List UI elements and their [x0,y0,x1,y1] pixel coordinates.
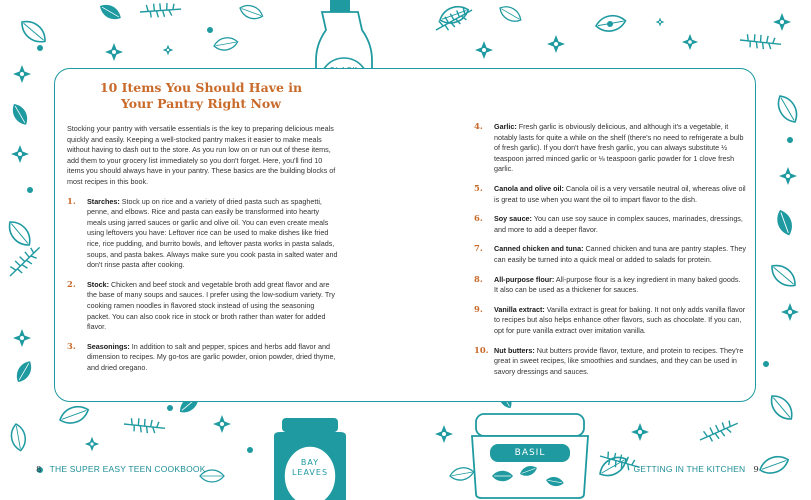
item-number: 4. [474,121,483,131]
item-label: Soy sauce: [494,214,532,224]
item-number: 9. [474,303,483,314]
title-line-2: Your Pantry Right Now [120,96,282,111]
bay-jar-label-line2: LEAVES [291,468,329,477]
right-column [474,122,746,386]
item-number: 5. [474,182,483,193]
list-item [67,280,339,333]
pantry-list-right [474,122,746,377]
bay-jar-label [290,458,330,478]
page-number-left: 8 [36,465,42,475]
item-label: Seasonings: [87,341,130,351]
item-number: 1. [67,195,76,206]
item-number: 7. [474,243,483,254]
item-text: You can use soy sauce in complex sauces, marinades, dressings, and more to add a deeper flavor. [494,214,743,234]
list-item [474,275,746,296]
list-item [474,122,746,175]
item-label: All-purpose flour: [494,274,555,284]
item-label: Starches: [87,196,120,206]
basil-jar-label: BASIL [514,448,546,458]
list-item [67,342,339,374]
item-label: Nut butters: [494,345,535,355]
item-text: Vanilla extract is great for baking. It not only adds vanilla flavor to recipes but also helps enhance other flavors, such as chocolate. If you can, opt for pure vanilla extract over imitation vanilla. [494,304,746,335]
list-item [474,346,746,378]
item-label: Canned chicken and tuna: [494,244,584,254]
book-title: THE SUPER EASY TEEN COOKBOOK [49,464,206,474]
item-text: Canola oil is a very versatile neutral oil, whereas olive oil is great to use when you want the oil to impart flavor to the dish. [494,183,746,204]
pantry-list-left [67,197,339,374]
item-number: 6. [474,213,483,224]
page-number-right: 9 [753,465,759,475]
list-item [474,305,746,337]
intro-paragraph: Stocking your pantry with versatile essentials is the key to preparing delicious meals quickly and easily. Keeping a well-stocked pantry makes it easier to make meals without having to dash out to the store. As you run low on or run out of these items, add them to your grocery list immediately so you don't forget. Here, you'll find 10 items you should always have in your pantry. These basics are the building blocks of most recipes in this book. [67,124,336,186]
footer-left [36,464,206,475]
bay-jar-label-line1: BAY [300,458,320,467]
item-text: Nut butters provide flavor, texture, and protein to recipes. They're great in sweet recipes, like smoothies and sundaes, and they can be used in savory dressings and sauces. [494,345,744,376]
title-line-1: 10 Items You Should Have in [99,80,303,95]
item-text: Chicken and beef stock and vegetable broth add great flavor and are the base of many soups and sauces. I prefer using the low-sodium variety. Try cooking ramen noodles in flavored stock instead of using the seasoning packet. You can also cook rice in stock or broth rather than water for added flavor. [87,279,335,332]
page-title [96,80,306,112]
list-item [474,244,746,265]
footer-right [633,464,759,475]
item-label: Stock: [87,279,109,289]
item-text: All-purpose flour is a key ingredient in many baked goods. It also can be used as a thickener for sauces. [494,274,741,295]
item-number: 10. [474,344,489,355]
item-text: Stock up on rice and a variety of dried pasta such as spaghetti, penne, and elbows. Rice and pasta can easily be transformed into hearty meals using jarred sauces or garlic and olive oil. You can even create meals using leftovers you have: Leftover rice can be used to make dishes like fried rice, rice pudding, and burrito bowls, and leftover pasta works in pasta salads, soups, and pasta bakes. Always make sure you cook pasta in salted water and don't rinse pasta after cooking. [87,196,338,270]
chapter-title: GETTING IN THE KITCHEN [633,464,746,474]
item-number: 3. [67,340,76,351]
left-column [67,124,339,382]
list-item [474,184,746,205]
item-label: Vanilla extract: [494,304,545,314]
item-text: In addition to salt and pepper, spices and herbs add flavor and dimension to recipes. My go-tos are garlic powder, onion powder, dried thyme, and dried oregano. [87,341,336,372]
list-item [67,197,339,271]
item-number: 8. [474,273,483,284]
list-item [474,214,746,235]
item-number: 2. [67,278,76,289]
item-label: Garlic: [494,122,517,131]
item-text: Canned chicken and tuna are pantry staples. They can easily be turned into a quick meal or added to salads for protein. [494,244,746,264]
item-text: Fresh garlic is obviously delicious, and although it's a vegetable, it notably lasts for quite a while on the shelf (there's no need to refrigerate a bulb of fresh garlic). If you don't have fresh garlic, you can always substitute ½ teaspoon jarred minced garlic or ⅛ teaspoon garlic powder for 1 clove fresh garlic. [494,122,744,174]
item-label: Canola and olive oil: [494,183,564,193]
